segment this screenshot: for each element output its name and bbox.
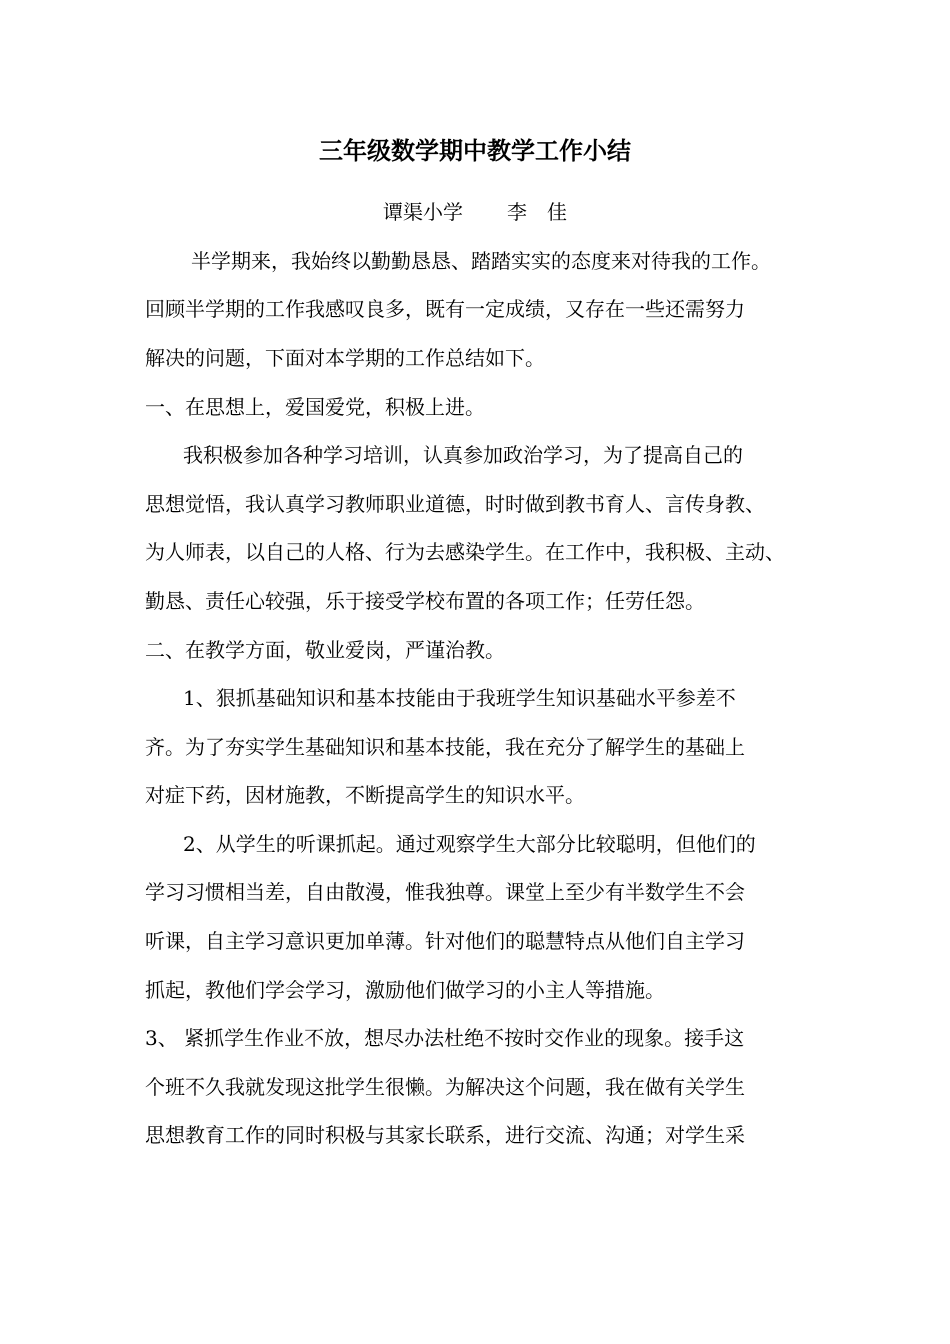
text-line: 我积极参加各种学习培训，认真参加政治学习，为了提高自己的 bbox=[183, 443, 743, 467]
document-byline bbox=[0, 196, 950, 228]
text-line: 学习习惯相当差，自由散漫，惟我独尊。课堂上至少有半数学生不会 bbox=[145, 880, 745, 904]
text-line: 为人师表，以自己的人格、行为去感染学生。在工作中，我积极、主动、 bbox=[145, 540, 785, 564]
text-line: 解决的问题，下面对本学期的工作总结如下。 bbox=[145, 346, 545, 370]
text-line: 思想教育工作的同时积极与其家长联系，进行交流、沟通；对学生采 bbox=[145, 1123, 745, 1147]
text-line: 齐。为了夯实学生基础知识和基本技能，我在充分了解学生的基础上 bbox=[145, 735, 745, 759]
text-line: 回顾半学期的工作我感叹良多，既有一定成绩，又存在一些还需努力 bbox=[145, 297, 745, 321]
section-heading: 二、在教学方面，敬业爱岗，严谨治教。 bbox=[145, 638, 505, 662]
document-title: 三年级数学期中教学工作小结 bbox=[319, 136, 631, 165]
school-name: 谭渠小学 bbox=[383, 200, 463, 224]
text-line: 听课，自主学习意识更加单薄。针对他们的聪慧特点从他们自主学习 bbox=[145, 929, 745, 953]
text-line: 勤恳、责任心较强，乐于接受学校布置的各项工作；任劳任怨。 bbox=[145, 589, 705, 613]
text-line: 个班不久我就发现这批学生很懒。为解决这个问题，我在做有关学生 bbox=[145, 1075, 745, 1099]
author-name: 李 佳 bbox=[507, 200, 567, 224]
text-line: 2、从学生的听课抓起。通过观察学生大部分比较聪明，但他们的 bbox=[183, 832, 756, 856]
text-line: 抓起，教他们学会学习，激励他们做学习的小主人等措施。 bbox=[145, 978, 665, 1002]
text-line: 思想觉悟，我认真学习教师职业道德，时时做到教书育人、言传身教、 bbox=[145, 492, 765, 516]
section-heading: 一、在思想上，爱国爱党，积极上进。 bbox=[145, 395, 485, 419]
text-line: 半学期来，我始终以勤勤恳恳、踏踏实实的态度来对待我的工作。 bbox=[191, 249, 771, 273]
text-line: 1、狠抓基础知识和基本技能由于我班学生知识基础水平参差不 bbox=[183, 686, 736, 710]
text-line: 对症下药，因材施教，不断提高学生的知识水平。 bbox=[145, 783, 585, 807]
text-line: 3、 紧抓学生作业不放，想尽办法杜绝不按时交作业的现象。接手这 bbox=[145, 1026, 745, 1050]
